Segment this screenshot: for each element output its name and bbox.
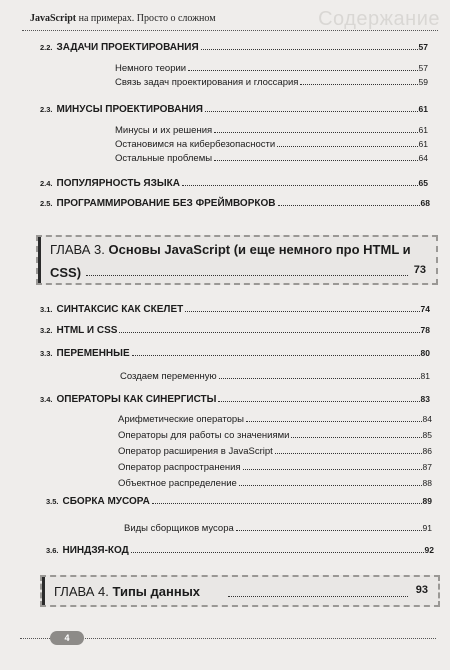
toc-subentry[interactable]: Минусы и их решения 61 <box>115 125 428 136</box>
chapter-title: Типы данных <box>112 584 201 599</box>
page-number: 4 <box>50 631 84 645</box>
toc-subentry[interactable]: Связь задач проектирования и глоссария 59 <box>115 77 428 88</box>
toc-subentry[interactable]: Оператор распространения 87 <box>118 462 432 473</box>
chapter-title-cont: CSS) <box>50 265 82 280</box>
toc-entry[interactable]: 3.3. ПЕРЕМЕННЫЕ 80 <box>40 348 430 359</box>
toc-subentry[interactable]: Остановимся на кибербезопасности 61 <box>115 139 428 150</box>
toc-subentry[interactable]: Остальные проблемы 64 <box>115 153 428 164</box>
chapter-page: 93 <box>415 584 428 596</box>
toc-entry[interactable]: 3.4. ОПЕРАТОРЫ КАК СИНЕРГИСТЫ 83 <box>40 394 430 405</box>
toc-entry[interactable]: 2.3. МИНУСЫ ПРОЕКТИРОВАНИЯ 61 <box>40 104 428 115</box>
chapter-page: 73 <box>413 264 426 276</box>
toc-entry[interactable]: 3.5. СБОРКА МУСОРА 89 <box>46 496 432 507</box>
chapter-label: ГЛАВА 3. <box>50 242 105 257</box>
book-title: JavaScript на примерах. Просто о сложном <box>30 13 216 24</box>
chapter-label: ГЛАВА 4. <box>54 584 109 599</box>
toc-entry[interactable]: 3.2. HTML И CSS 78 <box>40 325 430 336</box>
chapter-box-4[interactable] <box>40 575 440 607</box>
toc-entry[interactable]: 3.1. СИНТАКСИС КАК СКЕЛЕТ 74 <box>40 304 430 315</box>
header-rule <box>22 30 438 31</box>
toc-subentry[interactable]: Немного теории 57 <box>115 63 428 74</box>
chapter-title: Основы JavaScript (и еще немного про HTML и <box>108 242 411 257</box>
toc-entry[interactable]: 2.2. ЗАДАЧИ ПРОЕКТИРОВАНИЯ 57 <box>40 42 428 53</box>
toc-entry[interactable]: 3.6. НИНДЗЯ-КОД 92 <box>46 545 434 556</box>
toc-subentry[interactable]: Оператор расширения в JavaScript 86 <box>118 446 432 457</box>
toc-subentry[interactable]: Арифметические операторы 84 <box>118 414 432 425</box>
toc-entry[interactable]: 2.5. ПРОГРАММИРОВАНИЕ БЕЗ ФРЕЙМВОРКОВ 68 <box>40 198 430 209</box>
toc-entry[interactable]: 2.4. ПОПУЛЯРНОСТЬ ЯЗЫКА 65 <box>40 178 428 189</box>
toc-subentry[interactable]: Операторы для работы со значениями 85 <box>118 430 432 441</box>
chapter-box-3[interactable] <box>36 235 438 285</box>
running-header <box>22 6 440 32</box>
toc-subentry[interactable]: Виды сборщиков мусора 91 <box>124 523 432 534</box>
section-ghost-title: Содержание <box>318 8 440 30</box>
toc-subentry[interactable]: Объектное распределение 88 <box>118 478 432 489</box>
toc-subentry[interactable]: Создаем переменную 81 <box>120 371 430 382</box>
